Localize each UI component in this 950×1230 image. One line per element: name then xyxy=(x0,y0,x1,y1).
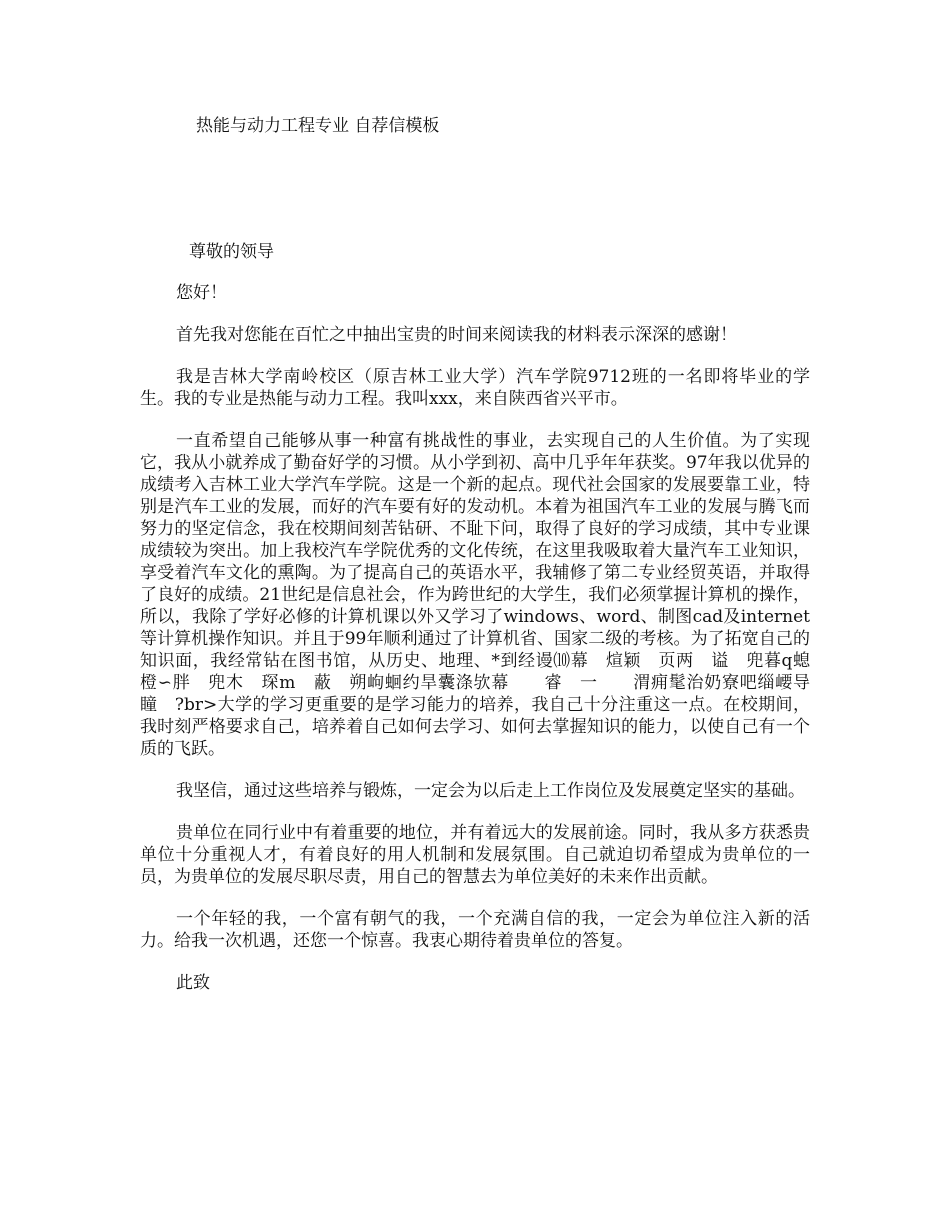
sign-off-paragraph: 此致 xyxy=(176,973,210,993)
salutation: 尊敬的领导 xyxy=(189,242,274,262)
company-paragraph: 贵单位在同行业中有着重要的地位，并有着远大的发展前途。同时，我从多方获悉贵单位十分重视人才，有着良好的用人机制和发展氛围。自己就迫切希望成为贵单位的一员，为贵单位的发展尽职尽责，用自己的智慧去为单位美好的未来作出贡献。 xyxy=(140,823,810,887)
intro-paragraph: 我是吉林大学南岭校区（原吉林工业大学）汽车学院9712班的一名即将毕业的学生。我的专业是热能与动力工程。我叫xxx，来自陕西省兴平市。 xyxy=(140,367,810,409)
closing-paragraph: 一个年轻的我，一个富有朝气的我，一个充满自信的我，一定会为单位注入新的活力。给我一次机遇，还您一个惊喜。我衷心期待着贵单位的答复。 xyxy=(140,909,810,951)
thanks-paragraph: 首先我对您能在百忙之中抽出宝贵的时间来阅读我的材料表示深深的感谢！ xyxy=(176,325,737,345)
belief-paragraph: 我坚信，通过这些培养与锻炼，一定会为以后走上工作岗位及发展奠定坚实的基础。 xyxy=(176,781,805,801)
experience-paragraph: 一直希望自己能够从事一种富有挑战性的事业，去实现自己的人生价值。为了实现它，我从小就养成了勤奋好学的习惯。从小学到初、高中几乎年年获奖。97年我以优异的成绩考入吉林工业大学汽车学院。这是一个新的起点。现代社会国家的发展要靠工业，特别是汽车工业的发展，而好的汽车要有好的发动机。本着为祖国汽车工业的发展与腾飞而努力的坚定信念，我在校期间刻苦钻研、不耻下问，取得了良好的学习成绩，其中专业课成绩较为突出。加上我校汽车学院优秀的文化传统，在这里我吸取着大量汽车工业知识，享受着汽车文化的熏陶。为了提高自己的英语水平，我辅修了第二专业经贸英语，并取得了良好的成绩。21世纪是信息社会，作为跨世纪的大学生，我们必须掌握计算机的操作，所以，我除了学好必修的计算机课以外又学习了windows、word、制图cad及internet等计算机操作知识。并且于99年顺利通过了计算机省、国家二级的考核。为了拓宽自己的知识面，我经常钻在图书馆，从历史、地理、*到经谩⑽幕 煊颖 页两 谥 兜暮q螅 橙∽胖 兜木 琛m 蔽 朔岣蛔约旱囊涤欤幕 睿 一 渭痈髦治奶寮吧缁崾导 瞳 ?br>大学的学习更重要的是学习能力的培养，我自己十分注重这一点。在校期间，我时刻严格要求自己，培养着自己如何去学习、如何去掌握知识的能力，以使自己有一个质的飞跃。 xyxy=(140,431,827,759)
greeting-paragraph: 您好！ xyxy=(176,283,227,303)
letter-body xyxy=(140,282,827,1014)
document-title: 热能与动力工程专业 自荐信模板 xyxy=(196,116,440,136)
